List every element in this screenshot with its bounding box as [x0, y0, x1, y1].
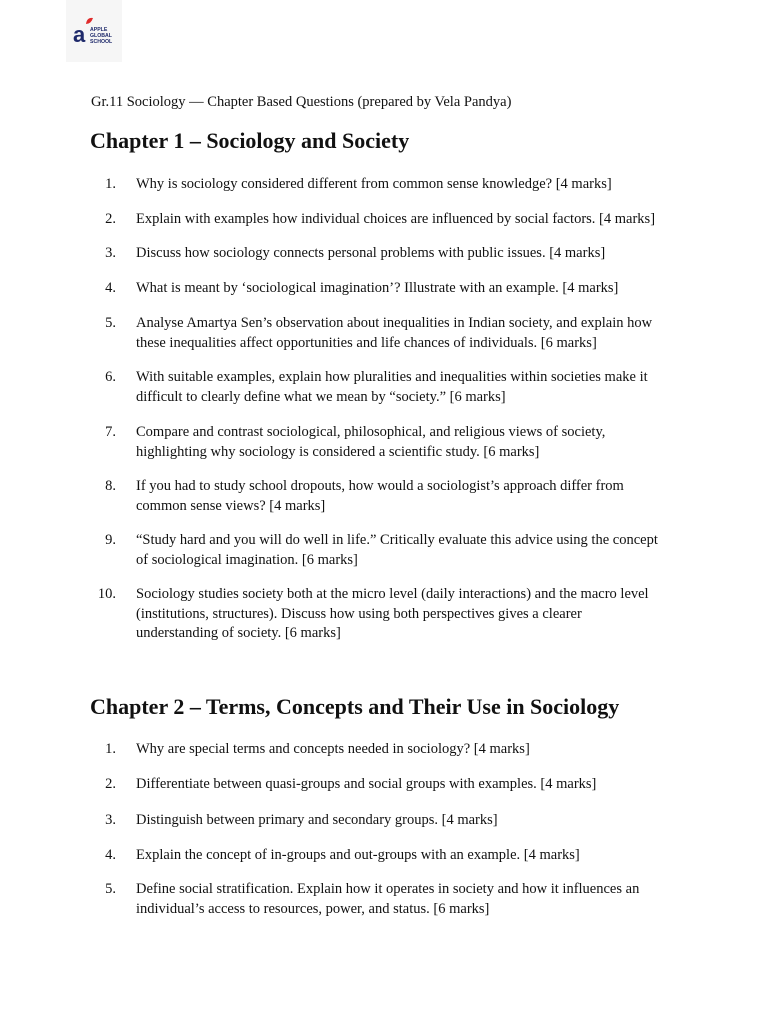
question-text: [136, 880, 684, 919]
question-line: these inequalities affect opportunities and life chances of individuals. [6 marks]: [136, 334, 597, 351]
logo-text-line2: GLOBAL: [90, 33, 112, 39]
question-line: Why are special terms and concepts needed in sociology? [4 marks]: [136, 741, 530, 757]
question-line: Discuss how sociology connects personal problems with public issues. [4 marks]: [136, 245, 606, 261]
document-subtitle: Gr.11 Sociology — Chapter Based Questions (prepared by Vela Pandya): [91, 94, 512, 110]
question-number: 6.: [105, 369, 116, 385]
question-number: 2.: [105, 211, 116, 227]
question-text: [136, 244, 684, 264]
chapter-2-heading: Chapter 2 – Terms, Concepts and Their Use in Sociology: [90, 694, 620, 719]
question-text: [136, 477, 684, 516]
question-text: [136, 811, 684, 831]
question-number: 4.: [105, 847, 116, 863]
question-line: Sociology studies society both at the micro level (daily interactions) and the macro level: [136, 586, 649, 602]
question-text: [136, 531, 684, 570]
question-text: [136, 846, 684, 866]
question-number: 10.: [97, 586, 116, 602]
question-text: [136, 585, 684, 644]
question-number: 4.: [105, 280, 116, 296]
question-line: Explain the concept of in-groups and out-groups with an example. [4 marks]: [136, 847, 580, 863]
question-line: Distinguish between primary and secondary groups. [4 marks]: [136, 812, 498, 828]
question-text: [136, 279, 684, 299]
question-number: 7.: [105, 424, 116, 440]
question-line: Define social stratification. Explain how it operates in society and how it influences an: [136, 881, 640, 897]
question-line: common sense views? [4 marks]: [136, 497, 326, 514]
question-number: 3.: [105, 245, 116, 261]
question-line: understanding of society. [6 marks]: [136, 625, 341, 641]
logo-leaf-icon: [86, 18, 93, 24]
question-text: [136, 175, 684, 195]
question-line: With suitable examples, explain how pluralities and inequalities within societies make it: [136, 369, 648, 385]
question-number: 8.: [105, 478, 116, 494]
question-number: 2.: [105, 776, 116, 792]
question-text: [136, 210, 684, 230]
question-line: (institutions, structures). Discuss how using both perspectives gives a clearer: [136, 605, 582, 622]
question-number: 3.: [105, 812, 116, 828]
question-number: 1.: [105, 176, 116, 192]
chapter-1-heading: Chapter 1 – Sociology and Society: [90, 128, 410, 153]
question-number: 9.: [105, 532, 116, 548]
question-number: 1.: [105, 741, 116, 757]
question-text: [136, 775, 684, 795]
question-line: Compare and contrast sociological, philosophical, and religious views of society,: [136, 424, 606, 440]
question-line: Differentiate between quasi-groups and social groups with examples. [4 marks]: [136, 776, 597, 792]
school-logo: [66, 0, 122, 62]
question-line: Explain with examples how individual choices are influenced by social factors. [4 marks]: [136, 211, 656, 227]
question-text: [136, 368, 684, 407]
question-number: 5.: [105, 881, 116, 897]
logo-text-line3: SCHOOL: [90, 39, 113, 45]
logo-mark: a: [73, 22, 86, 47]
question-line: If you had to study school dropouts, how would a sociologist’s approach differ from: [136, 478, 624, 494]
question-line: highlighting why sociology is considered a scientific study. [6 marks]: [136, 443, 540, 460]
question-line: What is meant by ‘sociological imagination’? Illustrate with an example. [4 marks]: [136, 280, 619, 296]
question-line: “Study hard and you will do well in life.” Critically evaluate this advice using the concept: [136, 532, 658, 548]
question-text: [136, 314, 684, 353]
question-text: [136, 423, 684, 462]
question-line: Why is sociology considered different from common sense knowledge? [4 marks]: [136, 176, 612, 192]
question-text: [136, 740, 684, 760]
logo-text-line1: APPLE: [90, 27, 108, 33]
question-line: Analyse Amartya Sen’s observation about inequalities in Indian society, and explain how: [136, 315, 653, 331]
question-line: of sociological imagination. [6 marks]: [136, 551, 358, 568]
question-line: individual’s access to resources, power, and status. [6 marks]: [136, 900, 490, 917]
question-line: difficult to clearly define what we mean by “society.” [6 marks]: [136, 388, 506, 405]
question-number: 5.: [105, 315, 116, 331]
